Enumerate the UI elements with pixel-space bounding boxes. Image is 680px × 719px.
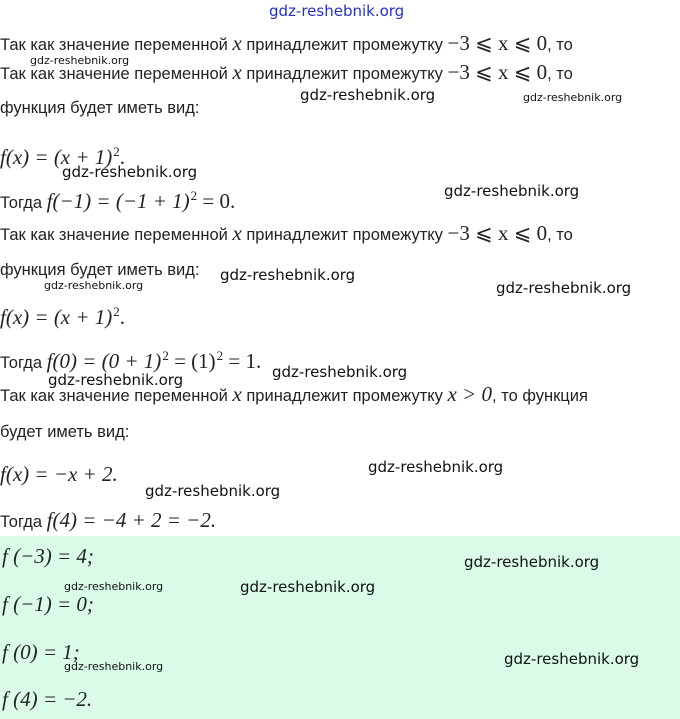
intro-line-2: Так как значение переменной x принадлежит промежутку −3 ⩽ x ⩽ 0, то bbox=[0, 221, 573, 245]
result-line-3: Тогда f(4) = −4 + 2 = −2. bbox=[0, 508, 217, 532]
watermark: gdz-reshebnik.org bbox=[504, 650, 640, 668]
watermark: gdz-reshebnik.org bbox=[44, 279, 144, 292]
function-form-text-2: функция будет иметь вид: bbox=[0, 261, 200, 279]
answer-line-2: f (−1) = 0; bbox=[2, 592, 94, 616]
watermark: gdz-reshebnik.org bbox=[368, 458, 504, 476]
intro-line-3: Так как значение переменной x принадлежит промежутку x > 0, то функция bbox=[0, 382, 588, 406]
formula-2: $f(x) = (x + 1)^2$. bbox=[0, 304, 126, 329]
answer-line-3: f (0) = 1; bbox=[2, 640, 80, 664]
watermark: gdz-reshebnik.org bbox=[220, 266, 356, 284]
watermark: gdz-reshebnik.org bbox=[300, 86, 436, 104]
watermark: gdz-reshebnik.org bbox=[240, 578, 376, 596]
intro-line-1-duplicate: Так как значение переменной x принадлежит промежутку −3 ⩽ x ⩽ 0, то bbox=[0, 60, 573, 84]
watermark: gdz-reshebnik.org bbox=[64, 660, 164, 673]
watermark: gdz-reshebnik.org bbox=[48, 371, 184, 389]
function-form-text-3: будет иметь вид: bbox=[0, 423, 130, 441]
watermark: gdz-reshebnik.org bbox=[145, 482, 281, 500]
answer-block bbox=[0, 536, 680, 719]
watermark: gdz-reshebnik.org bbox=[444, 182, 580, 200]
answer-line-4: f (4) = −2. bbox=[2, 687, 93, 711]
watermark: gdz-reshebnik.org bbox=[496, 279, 632, 297]
function-form-text-1: функция будет иметь вид: bbox=[0, 99, 200, 117]
watermark: gdz-reshebnik.org bbox=[62, 163, 198, 181]
formula-1: $f(x) = (x + 1)^2$. bbox=[0, 144, 126, 169]
watermark-top: gdz-reshebnik.org bbox=[269, 2, 405, 20]
formula-3: f(x) = −x + 2. bbox=[0, 462, 118, 486]
result-line-2: Тогда $f(0) = (0 + 1)^2 = (1)^2 = 1$. bbox=[0, 348, 262, 373]
watermark: gdz-reshebnik.org bbox=[523, 91, 623, 104]
answer-line-1: f (−3) = 4; bbox=[2, 544, 94, 568]
watermark: gdz-reshebnik.org bbox=[464, 553, 600, 571]
watermark: gdz-reshebnik.org bbox=[30, 54, 130, 67]
watermark: gdz-reshebnik.org bbox=[64, 580, 164, 593]
intro-line-1: Так как значение переменной x принадлежит промежутку −3 ⩽ x ⩽ 0, то bbox=[0, 31, 573, 55]
result-line-1: Тогда $f(-1) = (-1 + 1)^2 = 0$. bbox=[0, 188, 236, 213]
watermark: gdz-reshebnik.org bbox=[272, 363, 408, 381]
